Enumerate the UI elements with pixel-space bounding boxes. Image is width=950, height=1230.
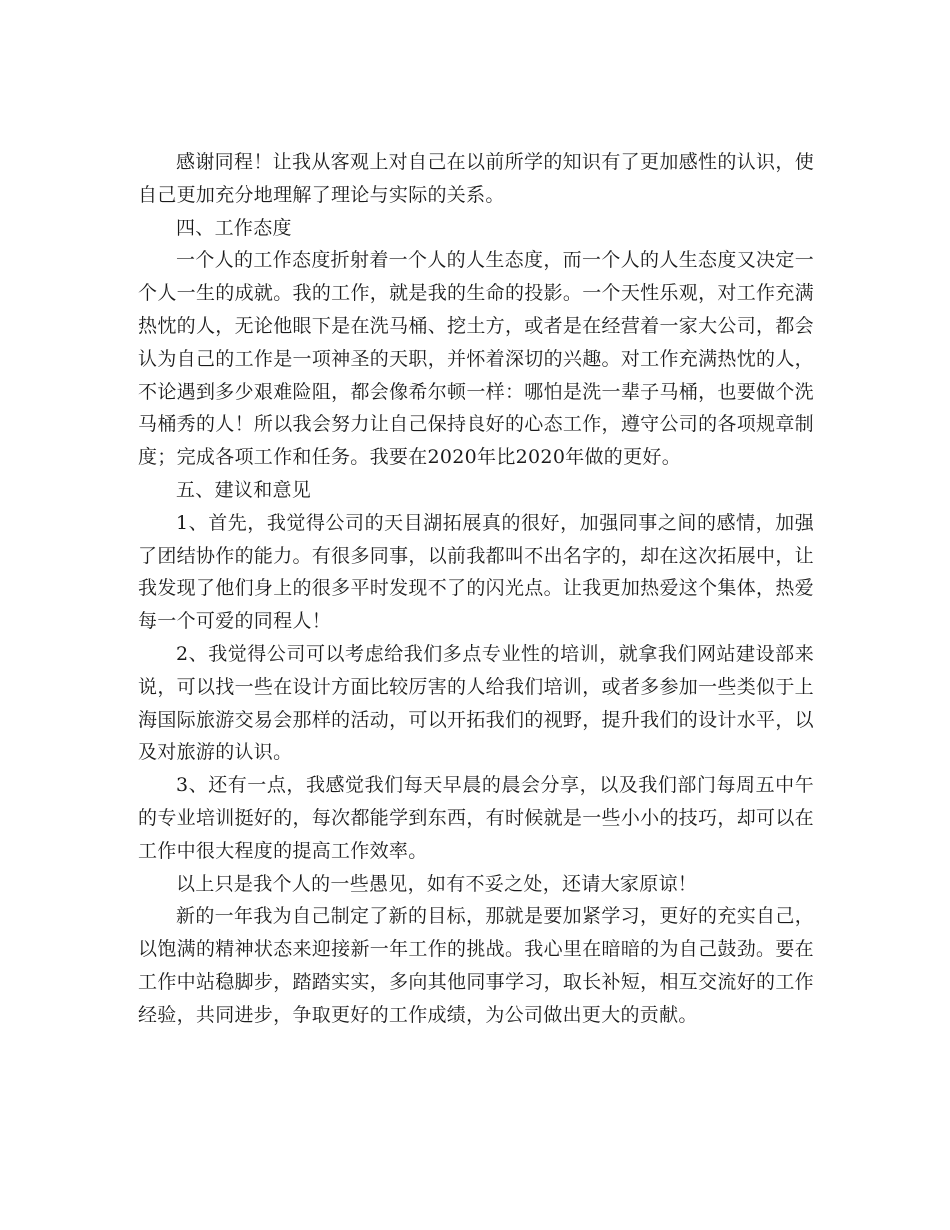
paragraph-new-year-goals: 新的一年我为自己制定了新的目标，那就是要加紧学习，更好的充实自己，以饱满的精神状态来迎接新一年工作的挑战。我心里在暗暗的为自己鼓劲。要在工作中站稳脚步，踏踏实实，多向其他同事学习，取长补短，相互交流好的工作经验，共同进步，争取更好的工作成绩，为公司做出更大的贡献。 [138,905,814,1026]
paragraph-suggestion-3: 3、还有一点，我感觉我们每天早晨的晨会分享，以及我们部门每周五中午的专业培训挺好的，每次都能学到东西，有时候就是一些小小的技巧，却可以在工作中很大程度的提高工作效率。 [138,774,814,862]
paragraph-suggestion-2: 2、我觉得公司可以考虑给我们多点专业性的培训，就拿我们网站建设部来说，可以找一些在设计方面比较厉害的人给我们培训，或者多参加一些类似于上海国际旅游交易会那样的活动，可以开拓我们的视野，提升我们的设计水平，以及对旅游的认识。 [138,642,814,764]
section-heading-work-attitude: 四、工作态度 [176,216,292,239]
paragraph-apology: 以上只是我个人的一些愚见，如有不妥之处，还请大家原谅！ [176,872,698,895]
document-body [138,146,814,1032]
paragraph-suggestion-1: 1、首先，我觉得公司的天目湖拓展真的很好，加强同事之间的感情，加强了团结协作的能力。有很多同事，以前我都叫不出名字的，却在这次拓展中，让我发现了他们身上的很多平时发现不了的闪光点。让我更加热爱这个集体，热爱每一个可爱的同程人！ [138,511,814,633]
paragraph-thanks: 感谢同程！让我从客观上对自己在以前所学的知识有了更加感性的认识，使自己更加充分地理解了理论与实际的关系。 [138,151,814,206]
paragraph-work-attitude: 一个人的工作态度折射着一个人的人生态度，而一个人的人生态度又决定一个人一生的成就。我的工作，就是我的生命的投影。一个天性乐观，对工作充满热忱的人，无论他眼下是在洗马桶、挖土方，或者是在经营着一家大公司，都会认为自己的工作是一项神圣的天职，并怀着深切的兴趣。对工作充满热忱的人，不论遇到多少艰难险阻，都会像希尔顿一样：哪怕是洗一辈子马桶，也要做个洗马桶秀的人！所以我会努力让自己保持良好的心态工作，遵守公司的各项规章制度；完成各项工作和任务。我要在2020年比2020年做的更好。 [138,249,814,469]
section-heading-suggestions: 五、建议和意见 [176,478,312,501]
